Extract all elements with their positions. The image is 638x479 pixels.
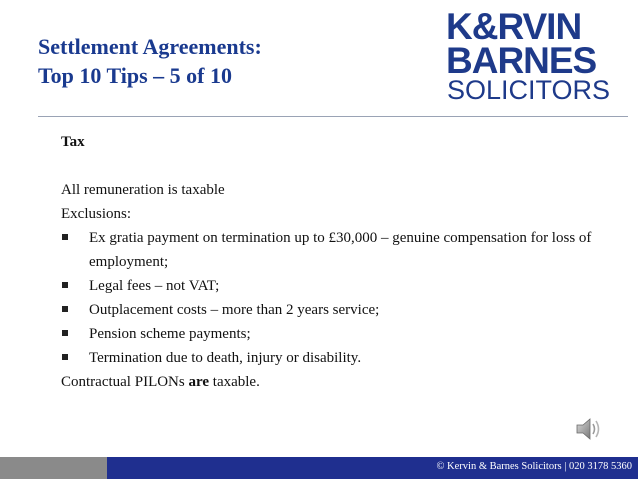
closing-emphasis: are bbox=[188, 374, 210, 390]
list-item-text: Legal fees – not VAT; bbox=[89, 278, 220, 294]
list-item-text: Termination due to death, injury or disability. bbox=[89, 350, 362, 366]
title-line-1: Settlement Agreements: bbox=[38, 34, 262, 59]
spacer bbox=[61, 154, 621, 178]
bullet-square-icon bbox=[62, 306, 68, 312]
exclusions-label: Exclusions: bbox=[61, 206, 131, 222]
logo-line-3: SOLICITORS bbox=[447, 75, 611, 105]
footer-accent-block bbox=[0, 457, 107, 479]
logo-line-2: BARNES bbox=[446, 40, 597, 81]
list-item bbox=[61, 298, 621, 322]
bullet-square-icon bbox=[62, 234, 68, 240]
logo-line-1: K&RVIN bbox=[446, 6, 582, 47]
speaker-icon[interactable] bbox=[573, 414, 603, 444]
bullet-square-icon bbox=[62, 330, 68, 336]
bullet-square-icon bbox=[62, 354, 68, 360]
intro-text: All remuneration is taxable bbox=[61, 182, 225, 198]
section-heading: Tax bbox=[61, 134, 85, 150]
list-item bbox=[61, 274, 621, 298]
closing-prefix: Contractual PILONs bbox=[61, 374, 189, 390]
title-divider bbox=[38, 116, 628, 117]
closing-suffix: taxable. bbox=[209, 374, 260, 390]
list-item-text: Outplacement costs – more than 2 years service; bbox=[89, 302, 380, 318]
list-item bbox=[61, 226, 621, 274]
list-item-text: Pension scheme payments; bbox=[89, 326, 251, 342]
bullet-square-icon bbox=[62, 282, 68, 288]
firm-logo bbox=[446, 6, 628, 105]
footer-contact: © Kervin & Barnes Solicitors | 020 3178 5360 bbox=[436, 461, 632, 472]
slide-body bbox=[61, 124, 621, 394]
list-item bbox=[61, 346, 621, 370]
list-item bbox=[61, 322, 621, 346]
list-item-text: Ex gratia payment on termination up to £30,000 – genuine compensation for loss of employment; bbox=[89, 230, 592, 270]
slide-title bbox=[38, 32, 262, 90]
title-line-2: Top 10 Tips – 5 of 10 bbox=[38, 63, 233, 88]
closing-text bbox=[61, 370, 621, 394]
